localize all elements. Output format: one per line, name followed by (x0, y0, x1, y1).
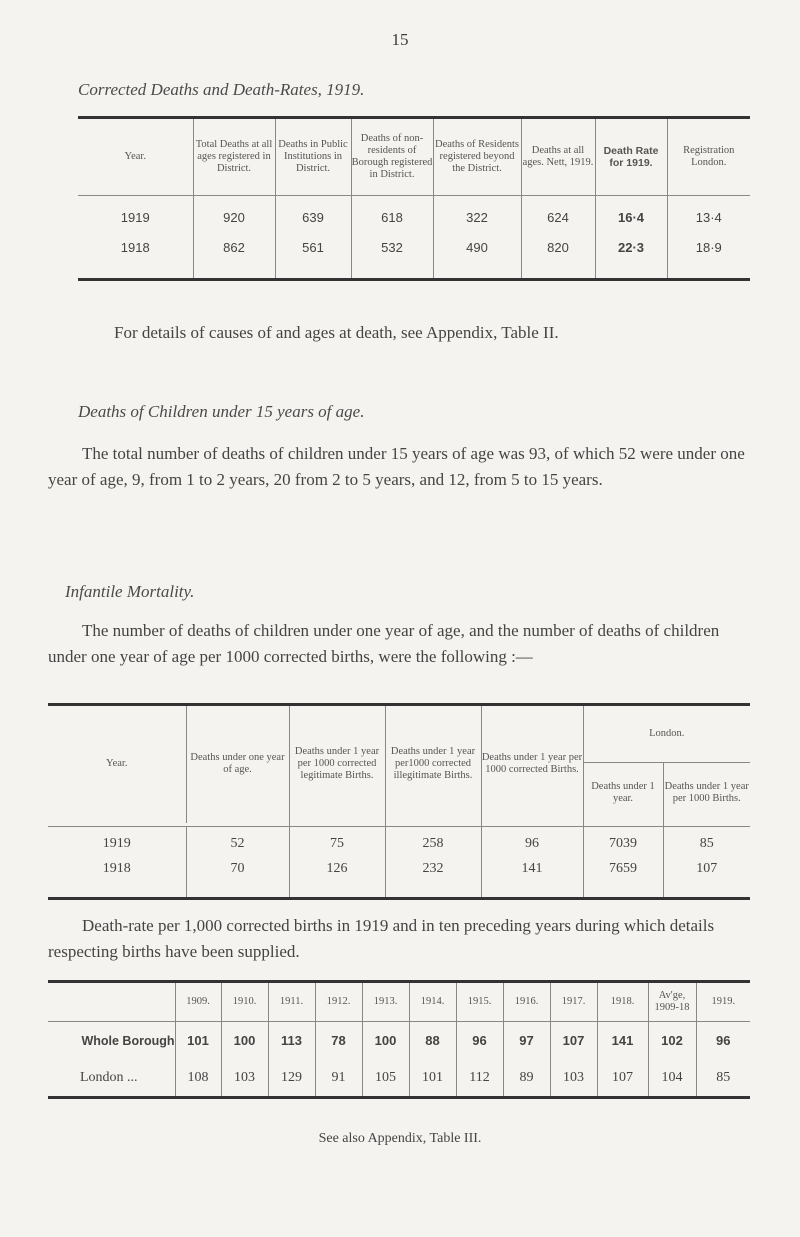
table-row (78, 196, 750, 240)
table-cell: 89 (503, 1060, 550, 1098)
col-header-illegitimate: Deaths under 1 year per1000 corrected illegitimate Births. (385, 705, 481, 823)
table-cell: 91 (315, 1060, 362, 1098)
col-header-deaths-under-one: Deaths under one year of age. (186, 705, 289, 823)
table-cell: 70 (186, 861, 289, 899)
col-header-london-deaths: Deaths under 1 year. (583, 763, 663, 823)
table-cell: 75 (289, 827, 385, 861)
col-header-residents-beyond: Deaths of Residents registered beyond the District. (433, 118, 521, 196)
table-cell: 624 (521, 196, 595, 240)
table-cell: 920 (193, 196, 275, 240)
table-cell: 862 (193, 240, 275, 280)
col-header-london-rate: Deaths under 1 year per 1000 Births. (664, 780, 749, 804)
table-cell: 100 (221, 1022, 268, 1060)
table-cell: 232 (385, 861, 481, 899)
table-cell: 129 (268, 1060, 315, 1098)
table-cell: 1919 (78, 196, 193, 240)
table-cell: 820 (521, 240, 595, 280)
col-header-public-institutions: Deaths in Public Institutions in District. (275, 118, 351, 196)
paragraph-death-rate-years: Death-rate per 1,000 corrected births in 1919 and in ten preceding years during which details respecting births have been supplied. (48, 916, 715, 961)
table-cell: 102 (648, 1022, 696, 1060)
section-title-corrected-deaths: Corrected Deaths and Death-Rates, 1919. (78, 80, 365, 99)
col-header-1918: 1918. (597, 982, 648, 1022)
paragraph-children-deaths: The total number of deaths of children under 15 years of age was 93, of which 52 were under one year of age, 9, from 1 to 2 years, 20 from 2 to 5 years, and 12, from 5 to 15 years. (48, 444, 745, 489)
col-header-nett-deaths: Deaths at all ages. Nett, 1919. (521, 118, 595, 196)
table-cell: 85 (716, 1069, 731, 1085)
corrected-deaths-table (78, 116, 750, 281)
table-row (78, 240, 750, 280)
table-cell: 85 (699, 835, 714, 851)
col-header-1916: 1916. (503, 982, 550, 1022)
table-cell: 104 (648, 1060, 696, 1098)
table-cell: 16·4 (595, 196, 667, 240)
table-cell: 107 (597, 1060, 648, 1098)
table-cell: 532 (351, 240, 433, 280)
col-header-non-residents: Deaths of non-residents of Borough registered in District. (351, 118, 433, 196)
table-cell: 97 (503, 1022, 550, 1060)
section-title-children-deaths: Deaths of Children under 15 years of age. (78, 402, 365, 421)
col-header-1912: 1912. (315, 982, 362, 1022)
note-appendix-table-iii: See also Appendix, Table III. (318, 1131, 482, 1146)
table-cell: 1918 (78, 240, 193, 280)
col-header-legitimate: Deaths under 1 year per 1000 corrected legitimate Births. (289, 705, 385, 823)
table-cell: 103 (221, 1060, 268, 1098)
table-cell: 126 (289, 861, 385, 899)
col-header-corrected-births: Deaths under 1 year per 1000 corrected Births. (481, 705, 583, 823)
table-cell: 1918 (48, 861, 186, 899)
table-cell: 141 (597, 1022, 648, 1060)
table-cell: 322 (433, 196, 521, 240)
section-title-infantile-mortality: Infantile Mortality. (65, 582, 195, 601)
table-cell: 113 (268, 1022, 315, 1060)
table-cell: 101 (175, 1022, 221, 1060)
table-cell: 141 (481, 861, 583, 899)
col-header-1911: 1911. (268, 982, 315, 1022)
note-causes-ages: For details of causes of and ages at death, see Appendix, Table II. (114, 323, 559, 342)
row-label-whole-borough: Whole Borough (48, 1022, 175, 1060)
col-header-average: Av'ge, 1909-18 (648, 982, 696, 1022)
col-header-1915: 1915. (456, 982, 503, 1022)
table-cell: 101 (409, 1060, 456, 1098)
table-cell: 13·4 (695, 210, 722, 226)
table-cell: 7039 (583, 827, 663, 861)
table-cell: 100 (362, 1022, 409, 1060)
table-cell: 112 (456, 1060, 503, 1098)
col-header-registration-london: Registration London. (667, 118, 750, 196)
col-header-year: Year. (48, 705, 186, 823)
table-row (48, 827, 750, 861)
table-cell: 7659 (583, 861, 663, 899)
table-cell: 22·3 (595, 240, 667, 280)
table-cell: 88 (409, 1022, 456, 1060)
table-cell: 52 (186, 827, 289, 861)
table-cell: 561 (275, 240, 351, 280)
row-label-london: London ... (48, 1060, 175, 1098)
table-row (48, 861, 750, 899)
col-header-1919: 1919. (696, 982, 750, 1022)
table-cell: 639 (275, 196, 351, 240)
infantile-mortality-table (48, 703, 750, 900)
col-header-1917: 1917. (550, 982, 597, 1022)
col-header-london: London. (583, 705, 750, 763)
table-cell: 618 (351, 196, 433, 240)
col-header-death-rate: Death Rate for 1919. (595, 118, 667, 196)
table-cell: 18·9 (695, 239, 722, 255)
table-row (48, 1022, 750, 1060)
table-cell: 107 (550, 1022, 597, 1060)
table-cell: 490 (433, 240, 521, 280)
page-number: 15 (391, 30, 409, 49)
table-cell: 96 (456, 1022, 503, 1060)
table-cell: 258 (385, 827, 481, 861)
paragraph-infantile-mortality: The number of deaths of children under one year of age, and the number of deaths of children under one year of age per 1000 corrected births, were the following :— (48, 621, 720, 666)
table-cell: 108 (175, 1060, 221, 1098)
table-cell: 105 (362, 1060, 409, 1098)
col-header-total-deaths: Total Deaths at all ages registered in District. (193, 118, 275, 196)
col-header-1910: 1910. (221, 982, 268, 1022)
col-header-year: Year. (78, 118, 193, 196)
table-cell: 96 (716, 1033, 731, 1049)
col-header-blank (48, 982, 175, 1022)
col-header-1909: 1909. (175, 982, 221, 1022)
table-cell: 107 (696, 860, 718, 876)
table-cell: 78 (315, 1022, 362, 1060)
col-header-1913: 1913. (362, 982, 409, 1022)
table-cell: 103 (550, 1060, 597, 1098)
death-rate-years-table (48, 980, 750, 1099)
col-header-1914: 1914. (409, 982, 456, 1022)
table-row (48, 1060, 750, 1098)
table-cell: 1919 (48, 827, 186, 861)
table-cell: 96 (481, 827, 583, 861)
